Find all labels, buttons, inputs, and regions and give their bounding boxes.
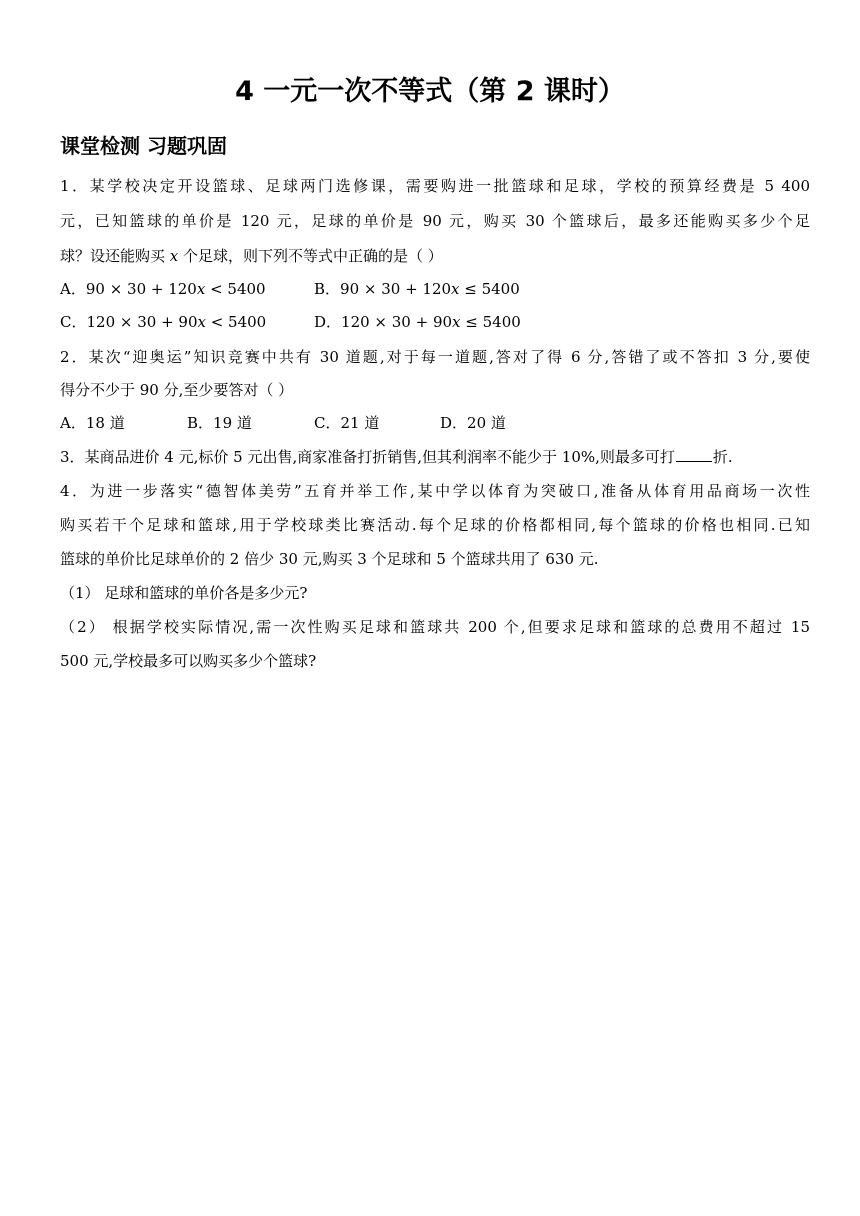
- q2-option-b: B．19 道: [187, 414, 252, 432]
- q1-option-c: C．120 × 30 + 90𝑥 < 5400: [60, 313, 267, 331]
- q4-line-3: 篮球的单价比足球单价的 2 倍少 30 元,购买 3 个足球和 5 个篮球共用了 630 元.: [60, 550, 599, 568]
- q1-line-1: 1．某学校决定开设篮球、足球两门选修课，需要购进一批篮球和足球，学校的预算经费是 5 400: [60, 177, 810, 195]
- q2-line-2: 得分不少于 90 分,至少要答对（ ）: [60, 381, 294, 399]
- q4-subquestion-1: （1） 足球和篮球的单价各是多少元?: [60, 584, 308, 602]
- q3-text-after: 折.: [712, 448, 733, 466]
- q2-option-a: A．18 道: [60, 414, 125, 432]
- answer-blank: [676, 447, 712, 462]
- q3-text-before: 3．某商品进价 4 元,标价 5 元出售,商家准备打折销售,但其利润率不能少于 10%,则最多可打: [60, 448, 675, 466]
- q4-subquestion-2-line-2: 500 元,学校最多可以购买多少个篮球?: [60, 652, 317, 670]
- page-title: 4 一元一次不等式（第 2 课时）: [235, 76, 625, 107]
- q2-option-c: C．21 道: [314, 414, 380, 432]
- q4-line-1: 4．为进一步落实“德智体美劳”五育并举工作,某中学以体育为突破口,准备从体育用品商场一次性: [60, 482, 810, 500]
- q1-line-2: 元，已知篮球的单价是 120 元，足球的单价是 90 元，购买 30 个篮球后，最多还能购买多少个足: [60, 212, 810, 230]
- q1-line-3: 球？设还能购买 𝑥 个足球，则下列不等式中正确的是（ ）: [60, 247, 443, 265]
- q1-option-d: D．120 × 30 + 90𝑥 ≤ 5400: [314, 313, 521, 331]
- q4-line-2: 购买若干个足球和篮球,用于学校球类比赛活动.每个足球的价格都相同,每个篮球的价格也相同.已知: [60, 516, 810, 534]
- section-heading: 课堂检测 习题巩固: [60, 134, 227, 158]
- q4-subquestion-2-line-1: （2） 根据学校实际情况,需一次性购买足球和篮球共 200 个,但要求足球和篮球的总费用不超过 15: [60, 618, 810, 636]
- q1-option-a: A．90 × 30 + 120𝑥 < 5400: [60, 280, 266, 298]
- q1-option-b: B．90 × 30 + 120𝑥 ≤ 5400: [314, 280, 520, 298]
- q2-line-1: 2．某次“迎奥运”知识竞赛中共有 30 道题,对于每一道题,答对了得 6 分,答错了或不答扣 3 分,要使: [60, 348, 810, 366]
- q2-option-d: D．20 道: [440, 414, 506, 432]
- q3-line: [60, 446, 810, 468]
